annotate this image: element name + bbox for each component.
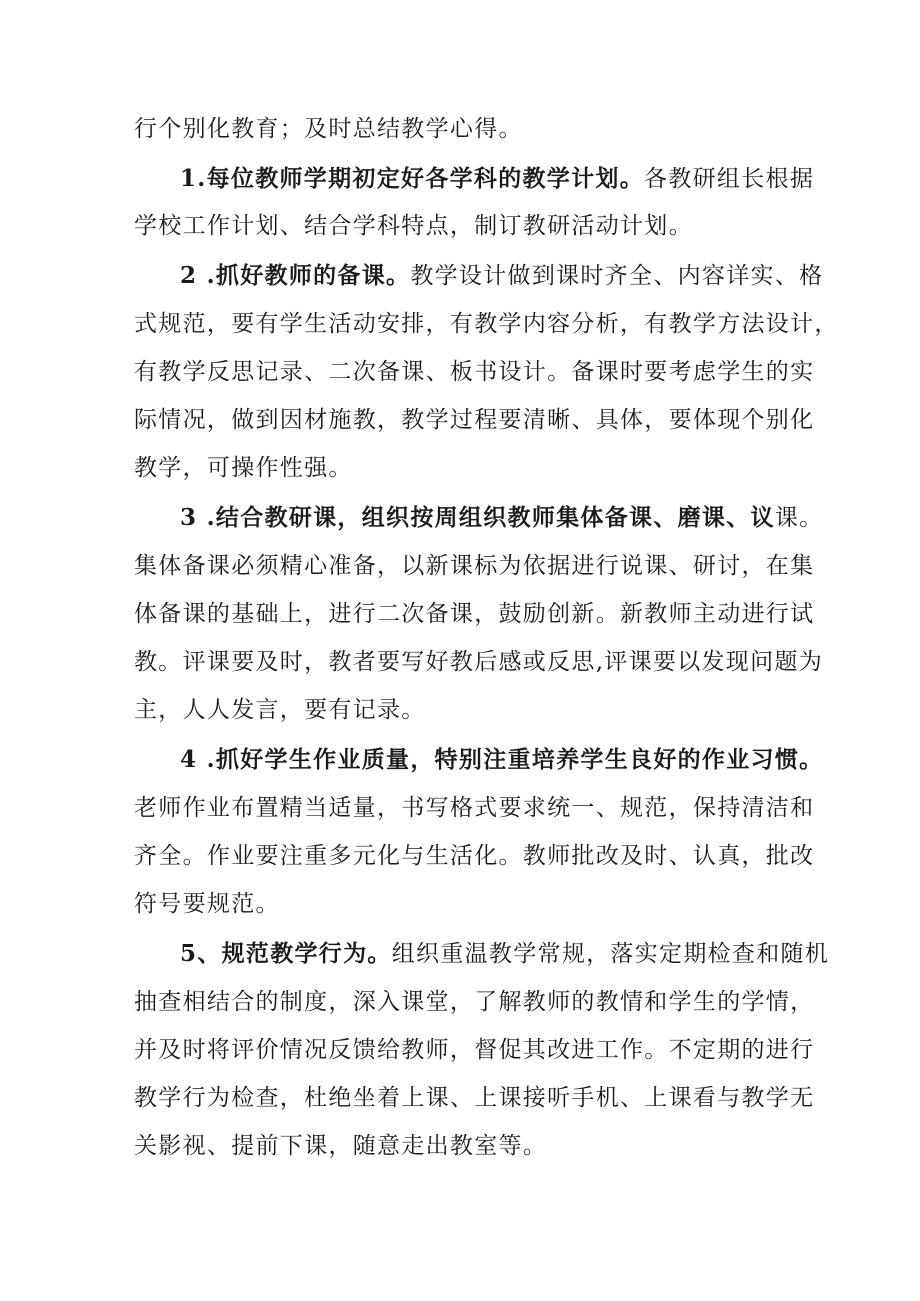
text: 教学，可操作性强。	[134, 455, 353, 481]
paragraph-2-line-2	[134, 308, 839, 340]
paragraph-2-line-5	[134, 452, 353, 484]
item-5-heading: 5、规范教学行为。	[180, 940, 392, 967]
text: 学校工作计划、结合学科特点，制订教研活动计划。	[134, 213, 693, 239]
text: 际情况，做到因材施教，教学过程要清晰、具体，要体现个别化	[134, 407, 815, 433]
paragraph-1-line-2	[134, 210, 693, 242]
text: 教。评课要及时，教者要写好教后感或反思,评课要以发现问题为	[134, 649, 824, 675]
paragraph-5-line-4	[134, 1082, 814, 1114]
paragraph-5-line-5	[134, 1130, 547, 1162]
paragraph-3-line-2	[134, 550, 814, 582]
item-1-heading: 1.每位教师学期初定好各学科的教学计划。	[180, 165, 645, 192]
item-3-heading: 3 .结合教研课，组织按周组织教师集体备课、磨课、议	[180, 504, 775, 531]
item-2-text: 教学设计做到课时齐全、内容详实、格	[410, 263, 824, 289]
paragraph-3-line-1	[180, 502, 823, 534]
item-2-heading: 2 .抓好教师的备课。	[180, 262, 411, 289]
paragraph-3-line-5	[134, 694, 426, 726]
paragraph-4-line-3	[134, 840, 814, 872]
paragraph-4-line-4	[134, 888, 280, 920]
text: 关影视、提前下课，随意走出教室等。	[134, 1133, 548, 1159]
paragraph-5-line-2	[134, 986, 814, 1018]
item-4-heading: 4 .抓好学生作业质量，特别注重培养学生良好的作业习惯。	[180, 746, 824, 773]
paragraph-3-line-4	[134, 646, 823, 678]
item-1-text: 各教研组长根据	[644, 166, 815, 192]
paragraph-4-line-1	[180, 744, 823, 776]
paragraph-0-line-1	[134, 113, 523, 145]
text: 体备课的基础上，进行二次备课，鼓励创新。新教师主动进行试	[134, 601, 815, 627]
paragraph-5-line-3	[134, 1034, 814, 1066]
paragraph-2-line-3	[134, 356, 814, 388]
text: 抽查相结合的制度，深入课堂，了解教师的教情和学生的学情，	[134, 989, 815, 1015]
paragraph-5-line-1	[180, 938, 829, 970]
text: 符号要规范。	[134, 891, 280, 917]
text: 行个别化教育；及时总结教学心得。	[134, 116, 523, 142]
text: 并及时将评价情况反馈给教师，督促其改进工作。不定期的进行	[134, 1037, 815, 1063]
paragraph-2-line-1	[180, 260, 823, 292]
item-5-text: 组织重温教学常规，落实定期检查和随机	[391, 941, 830, 967]
paragraph-1-line-1	[180, 163, 814, 195]
text: 老师作业布置精当适量，书写格式要求统一、规范，保持清洁和	[134, 795, 815, 821]
text: 齐全。作业要注重多元化与生活化。教师批改及时、认真，批改	[134, 843, 815, 869]
text: 集体备课必须精心准备，以新课标为依据进行说课、研讨，在集	[134, 553, 815, 579]
text: 式规范，要有学生活动安排，有教学内容分析，有教学方法设计，	[134, 311, 839, 337]
text: 有教学反思记录、二次备课、板书设计。备课时要考虑学生的实	[134, 359, 815, 385]
text: 主，人人发言，要有记录。	[134, 697, 426, 723]
paragraph-3-line-3	[134, 598, 814, 630]
text: 教学行为检查，杜绝坐着上课、上课接听手机、上课看与教学无	[134, 1085, 815, 1111]
item-3-text: 课。	[774, 505, 824, 531]
paragraph-2-line-4	[134, 404, 814, 436]
paragraph-4-line-2	[134, 792, 814, 824]
